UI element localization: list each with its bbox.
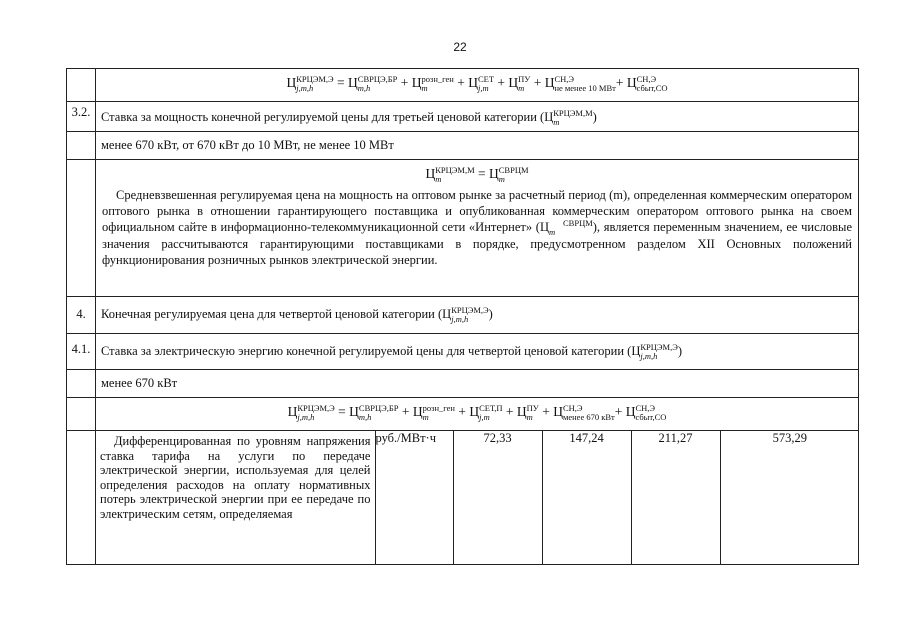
formula-cell — [96, 69, 859, 102]
page-number: 22 — [453, 40, 467, 54]
tariff-description: Дифференцированная по уровням напряжения ставка тарифа на услуги по передаче электрической энергии, используемая для целей определения расходов на оплату нормативных потерь электрической энергии при ее передаче по электрическим сетям, определяемая — [100, 434, 371, 521]
power-range-text: менее 670 кВт — [101, 376, 178, 390]
row-3-2-body — [67, 160, 859, 297]
table-row — [96, 431, 859, 564]
row-3-2-title-text: Ставка за мощность конечной регулируемой цены для третьей ценовой категории (Ц КРЦЭМ,М m ) — [101, 108, 597, 127]
row-4-1-title-text: Ставка за электрическую энергию конечной регулируемой цены для четвертой ценовой категории (Ц КРЦЭМ,Э j,m,h ) — [101, 342, 682, 361]
definition-paragraph: Средневзвешенная регулируемая цена на мощность на оптовом рынке за расчетный период (m), определенная коммерческим оператором оптового рынка в отношении гарантирующего поставщика и опубликованная коммерческим оператором оптового рынка на своем официальном сайте в информационно-телекоммуникационной сети «Интернет» (Ц СВРЦМ m ), является переменным значением, ее числовые значения рассчитываются гарантирующими поставщиками в порядке, предусмотренном разделом XII Основных положений функционирования розничных рынков электрической энергии. — [102, 188, 853, 267]
row-4-title-text: Конечная регулируемая цена для четвертой ценовой категории (Ц КРЦЭМ,Э j,m,h ) — [101, 305, 493, 324]
value-cell: 573,29 — [720, 431, 859, 564]
number-cell-empty — [67, 69, 96, 102]
row-4-1-subtitle — [67, 370, 859, 398]
row-number: 4. — [67, 297, 96, 334]
value-cell: 211,27 — [631, 431, 720, 564]
value-cell: 147,24 — [542, 431, 631, 564]
row-number: 3.2. — [67, 102, 96, 132]
formula-4-1: Ц КРЦЭМ,Э j,m,h = Ц СВРЦЭ,БР m,h + Ц розн_ген m + Ц СЕТ,П j,m + Ц ПУ m + Ц СН,Э менее 670 кВт + Ц СН,Э сбыт,СО — [287, 403, 667, 422]
tariff-table — [66, 68, 859, 565]
row-4-1-title — [67, 334, 859, 370]
row-4-title — [67, 297, 859, 334]
row-3-2-title — [67, 102, 859, 132]
unit-cell: руб./МВт·ч — [375, 431, 453, 564]
value-cell: 72,33 — [453, 431, 542, 564]
formula-3-2: Ц КРЦЭМ,М m = Ц СВРЦМ m — [425, 165, 529, 184]
formula-top: Ц КРЦЭМ,Э j,m,h = Ц СВРЦЭ,БР m,h + Ц розн_ген m + Ц СЕТ j,m + Ц ПУ m + Ц СН,Э не менее 10 МВт + Ц СН,Э сбыт,СО — [286, 74, 668, 93]
row-4-1-tariff — [67, 431, 859, 565]
row-3-2-subtitle — [67, 132, 859, 160]
row-4-1-formula — [67, 398, 859, 431]
formula-row-top — [67, 69, 859, 102]
tariff-values-table — [96, 431, 859, 564]
power-range-text: менее 670 кВт, от 670 кВт до 10 МВт, не менее 10 МВт — [101, 138, 394, 152]
row-number: 4.1. — [67, 334, 96, 370]
